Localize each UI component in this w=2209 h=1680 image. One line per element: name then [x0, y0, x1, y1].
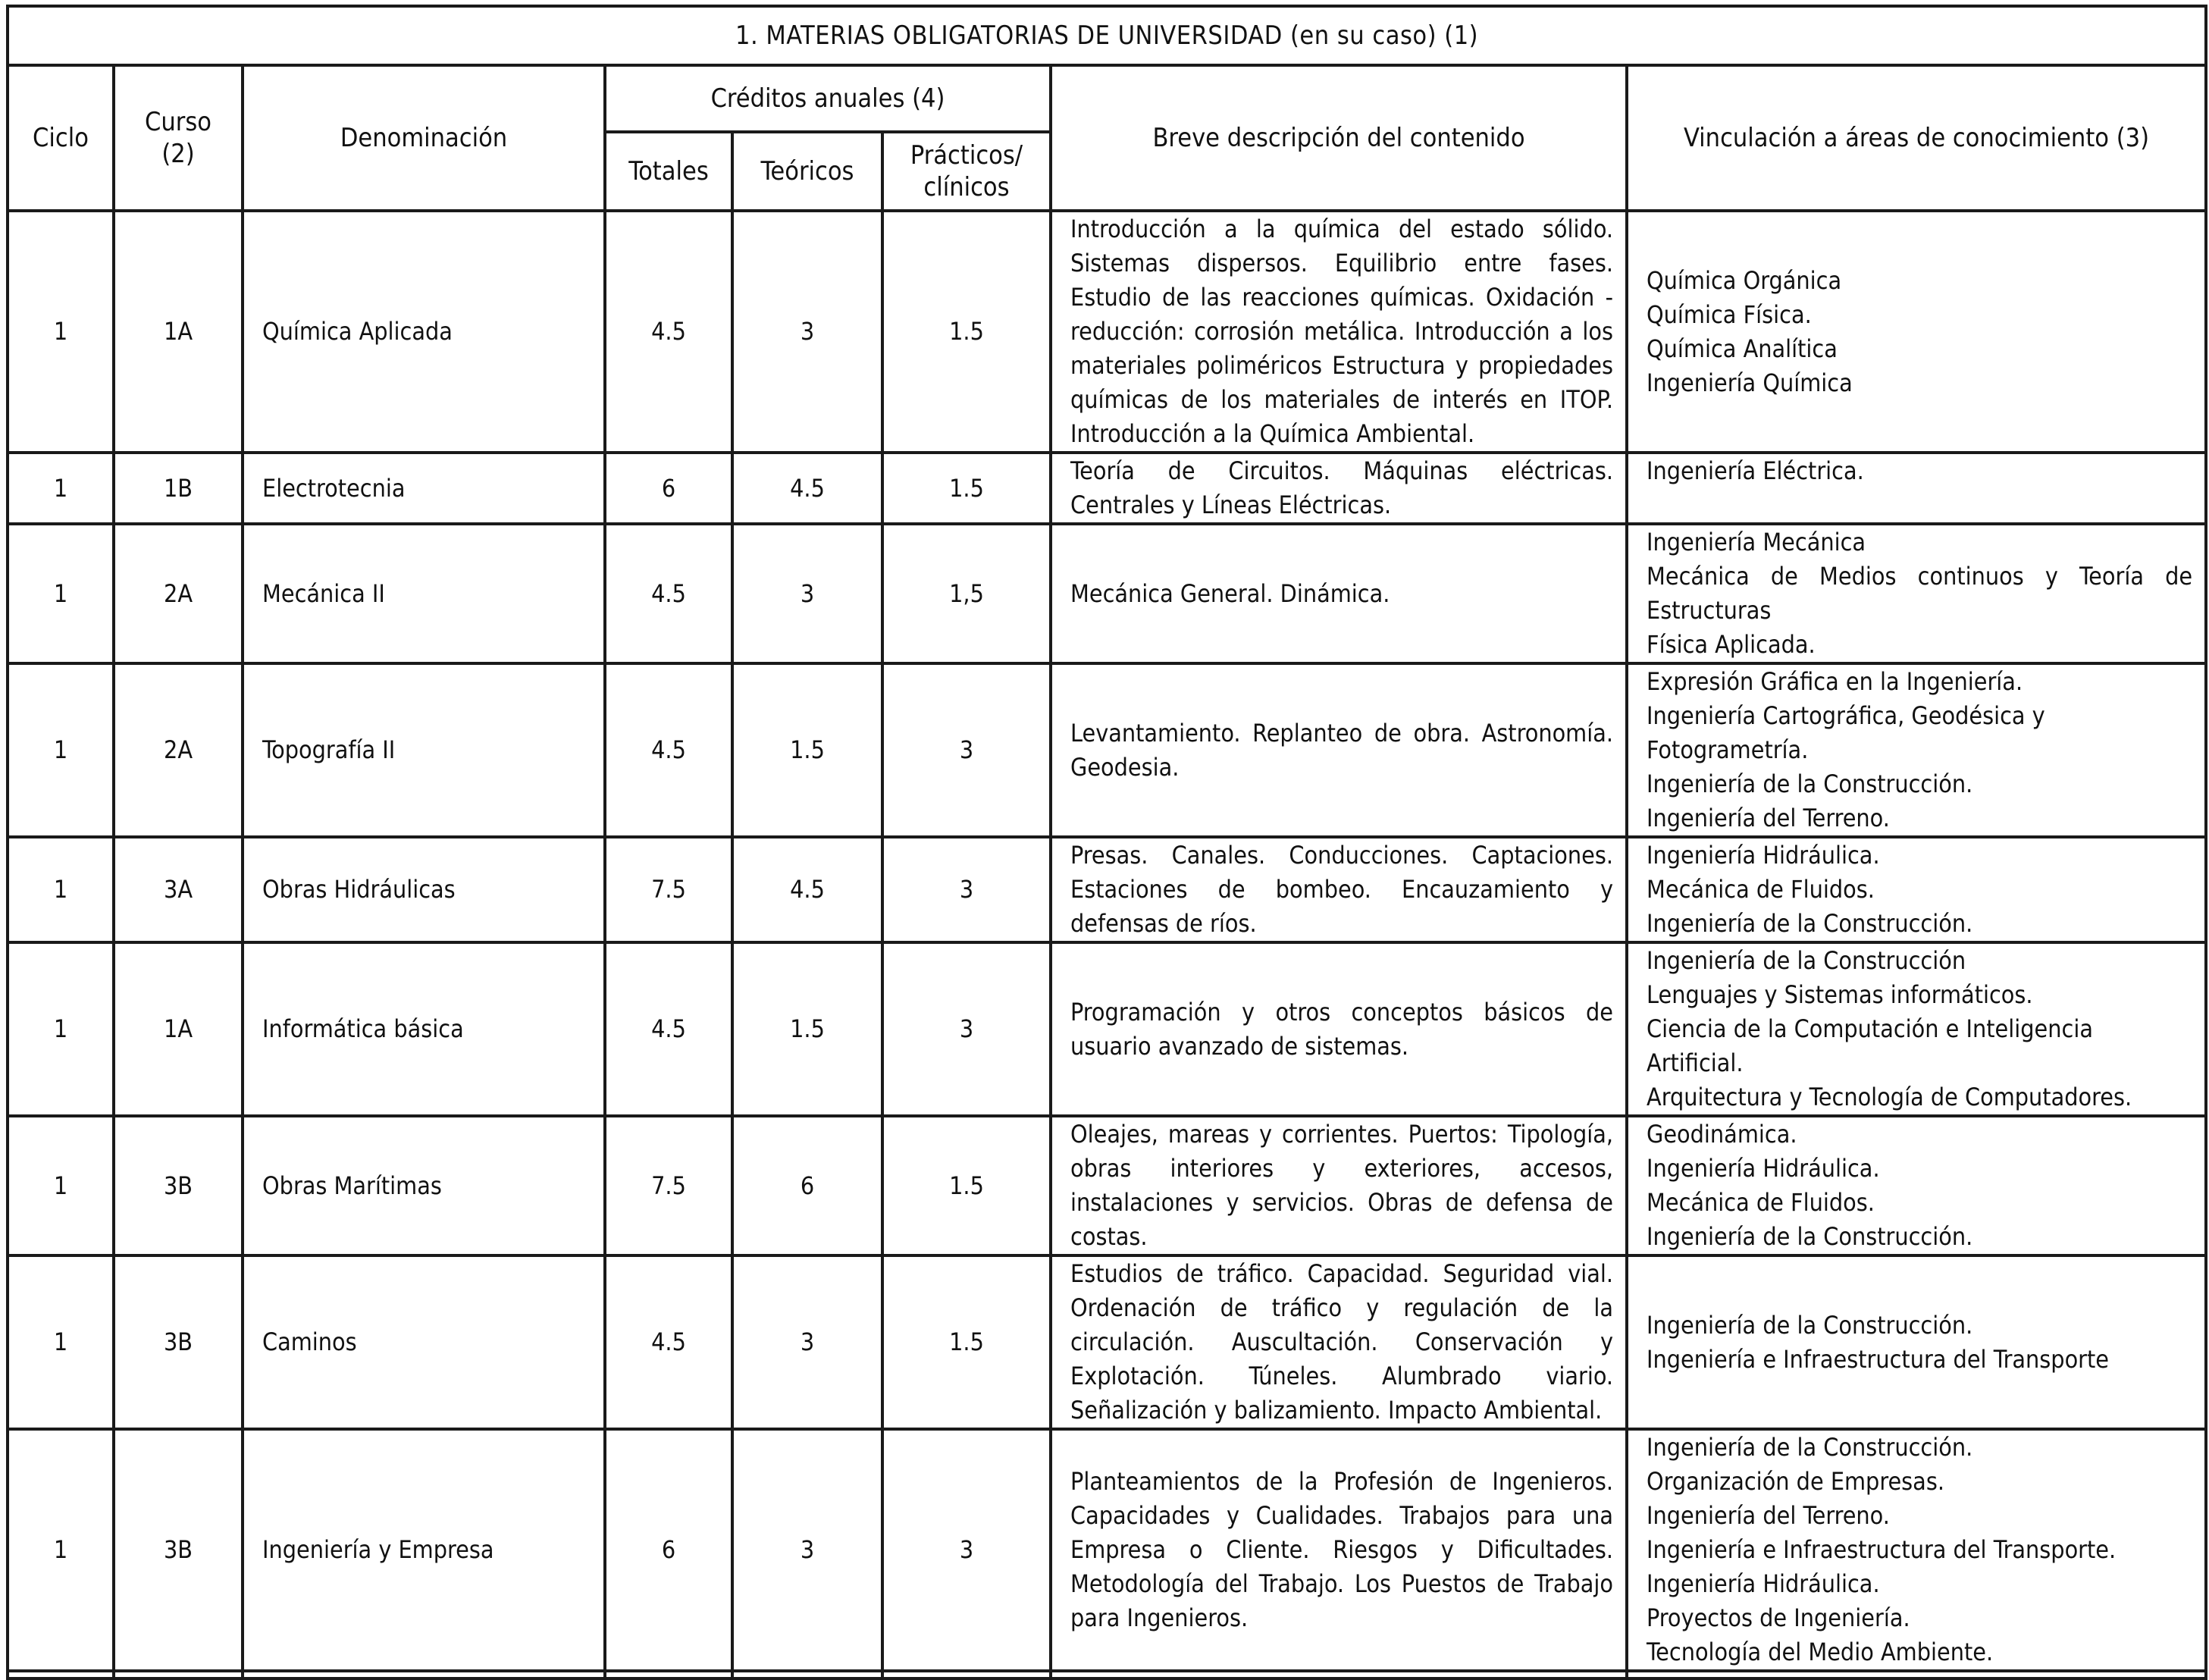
- header-descripcion: Breve descripción del contenido: [1051, 65, 1627, 211]
- header-creditos: Créditos anuales (4): [605, 65, 1051, 132]
- cell-descripcion: Mecánica General. Dinámica.: [1051, 524, 1627, 663]
- cell-curso: 2A: [114, 663, 243, 837]
- cell-teoricos: 3: [732, 1429, 882, 1671]
- cell-descripcion: Planteamientos de la Profesión de Ingenieros. Capacidades y Cualidades. Trabajos para una Empresa o Cliente. Riesgos y Dificultades. Metodología del Trabajo. Los Puestos de Trabajo para Ingenieros.: [1051, 1429, 1627, 1671]
- area-item: Física Aplicada.: [1647, 630, 1816, 659]
- cell-denominacion: Caminos: [243, 1255, 605, 1429]
- cell-descripcion: Teoría de Circuitos. Máquinas eléctricas. Centrales y Líneas Eléctricas.: [1051, 453, 1627, 524]
- empty-cell: [732, 1671, 882, 1678]
- area-item: Ingeniería de la Construcción.: [1647, 1222, 1973, 1251]
- area-item: Tecnología del Medio Ambiente.: [1647, 1638, 1994, 1666]
- area-item: Expresión Gráfica en la Ingeniería.: [1647, 667, 2023, 696]
- area-item: Ingeniería Hidráulica.: [1647, 1154, 1880, 1183]
- area-item: Ingeniería e Infraestructura del Transporte: [1647, 1344, 2109, 1374]
- header-vinculacion: Vinculación a áreas de conocimiento (3): [1627, 65, 2206, 211]
- area-item: Ingeniería Química: [1647, 368, 1853, 397]
- area-item: Geodinámica.: [1647, 1120, 1797, 1149]
- cell-curso: 3B: [114, 1429, 243, 1671]
- area-item: Química Física.: [1647, 299, 1812, 329]
- cell-denominacion: Química Aplicada: [243, 211, 605, 453]
- empty-cell: [882, 1671, 1051, 1678]
- cell-descripcion: Presas. Canales. Conducciones. Captaciones. Estaciones de bombeo. Encauzamiento y defensas de ríos.: [1051, 837, 1627, 942]
- cell-teoricos: 3: [732, 1255, 882, 1429]
- table-row: [8, 211, 2206, 453]
- cell-teoricos: 3: [732, 524, 882, 663]
- cell-curso: 3B: [114, 1116, 243, 1255]
- cell-ciclo: 1: [8, 663, 114, 837]
- cell-teoricos: 3: [732, 211, 882, 453]
- area-item: Ingeniería del Terreno.: [1647, 804, 1890, 832]
- area-item: Lenguajes y Sistemas informáticos.: [1647, 980, 2033, 1009]
- empty-cell: [1051, 1671, 1627, 1678]
- cell-denominacion: Obras Hidráulicas: [243, 837, 605, 942]
- cell-teoricos: 1.5: [732, 663, 882, 837]
- cell-areas: [1627, 211, 2206, 453]
- cell-areas: [1627, 1429, 2206, 1671]
- cell-descripcion: Levantamiento. Replanteo de obra. Astronomía. Geodesia.: [1051, 663, 1627, 837]
- cell-ciclo: 1: [8, 211, 114, 453]
- empty-cell: [8, 1671, 114, 1678]
- table-row: [8, 837, 2206, 942]
- area-item: Organización de Empresas.: [1647, 1467, 1944, 1496]
- cell-descripcion: Introducción a la química del estado sólido. Sistemas dispersos. Equilibrio entre fases. Estudio de las reacciones químicas. Oxidación - reducción: corrosión metálica. Introducción a los materiales poliméricos Estructura y propiedades químicas de los materiales de interés en ITOP. Introducción a la Química Ambiental.: [1051, 211, 1627, 453]
- table-row: [8, 453, 2206, 524]
- cell-denominacion: Mecánica II: [243, 524, 605, 663]
- cell-denominacion: Topografía II: [243, 663, 605, 837]
- cell-descripcion: Estudios de tráfico. Capacidad. Seguridad vial. Ordenación de tráfico y regulación de la circulación. Auscultación. Conservación y Explotación. Túneles. Alumbrado viario. Señalización y balizamiento. Impacto Ambiental.: [1051, 1255, 1627, 1429]
- cell-practicos: 1.5: [882, 1255, 1051, 1429]
- area-item: Química Analítica: [1647, 334, 1838, 363]
- cell-totales: 4.5: [605, 663, 732, 837]
- area-item: Química Orgánica: [1647, 265, 1842, 295]
- cell-curso: 3B: [114, 1255, 243, 1429]
- cell-totales: 4.5: [605, 211, 732, 453]
- header-ciclo: Ciclo: [8, 65, 114, 211]
- cell-totales: 6: [605, 1429, 732, 1671]
- cell-ciclo: 1: [8, 453, 114, 524]
- table-row: [8, 663, 2206, 837]
- cell-ciclo: 1: [8, 1255, 114, 1429]
- cell-totales: 6: [605, 453, 732, 524]
- cell-areas: [1627, 942, 2206, 1116]
- area-item: Ingeniería del Terreno.: [1647, 1501, 1890, 1530]
- area-item: Ingeniería de la Construcción.: [1647, 909, 1973, 938]
- area-item: Proyectos de Ingeniería.: [1647, 1603, 1910, 1632]
- cell-descripcion: Programación y otros conceptos básicos de usuario avanzado de sistemas.: [1051, 942, 1627, 1116]
- cell-denominacion: Obras Marítimas: [243, 1116, 605, 1255]
- header-denominacion: Denominación: [243, 65, 605, 211]
- cell-totales: 4.5: [605, 942, 732, 1116]
- cell-denominacion: Ingeniería y Empresa: [243, 1429, 605, 1671]
- cell-ciclo: 1: [8, 1429, 114, 1671]
- table-row: [8, 1255, 2206, 1429]
- cell-ciclo: 1: [8, 837, 114, 942]
- table-row-continuation: [8, 1671, 2206, 1678]
- area-item: Mecánica de Fluidos.: [1647, 875, 1875, 904]
- header-curso: [114, 65, 243, 211]
- header-teoricos: Teóricos: [732, 132, 882, 211]
- cell-totales: 4.5: [605, 524, 732, 663]
- empty-cell: [605, 1671, 732, 1678]
- cell-areas: [1627, 837, 2206, 942]
- table-row: [8, 1429, 2206, 1671]
- cell-practicos: 3: [882, 837, 1051, 942]
- document-page: [6, 5, 2204, 1680]
- cell-areas: [1627, 663, 2206, 837]
- area-item: Mecánica de Fluidos.: [1647, 1188, 1875, 1217]
- table-title: 1. MATERIAS OBLIGATORIAS DE UNIVERSIDAD (en su caso) (1): [8, 6, 2206, 65]
- empty-cell: [243, 1671, 605, 1678]
- area-item: Ingeniería Eléctrica.: [1647, 456, 1864, 485]
- cell-curso: 2A: [114, 524, 243, 663]
- header-totales: Totales: [605, 132, 732, 211]
- cell-practicos: 1,5: [882, 524, 1051, 663]
- cell-curso: 1B: [114, 453, 243, 524]
- area-item: Ingeniería Cartográfica, Geodésica y Fotogrametría.: [1647, 701, 2045, 764]
- cell-practicos: 1.5: [882, 211, 1051, 453]
- cell-areas: [1627, 1116, 2206, 1255]
- header-practicos-line1: Prácticos/: [910, 140, 1023, 171]
- cell-practicos: 1.5: [882, 453, 1051, 524]
- cell-practicos: 3: [882, 663, 1051, 837]
- cell-ciclo: 1: [8, 1116, 114, 1255]
- cell-curso: 3A: [114, 837, 243, 942]
- cell-areas: [1627, 1255, 2206, 1429]
- cell-teoricos: 4.5: [732, 837, 882, 942]
- cell-totales: 7.5: [605, 837, 732, 942]
- subjects-table: [6, 5, 2207, 1680]
- empty-cell: [1627, 1671, 2206, 1678]
- cell-areas: [1627, 453, 2206, 524]
- cell-curso: 1A: [114, 211, 243, 453]
- header-practicos: [882, 132, 1051, 211]
- area-item: Arquitectura y Tecnología de Computadores.: [1647, 1083, 2132, 1111]
- cell-curso: 1A: [114, 942, 243, 1116]
- empty-cell: [114, 1671, 243, 1678]
- table-row: [8, 1116, 2206, 1255]
- cell-teoricos: 6: [732, 1116, 882, 1255]
- cell-teoricos: 1.5: [732, 942, 882, 1116]
- area-item: Ingeniería Mecánica: [1647, 528, 1866, 556]
- area-item: Ciencia de la Computación e Inteligencia Artificial.: [1647, 1014, 2093, 1077]
- area-item: Ingeniería de la Construcción: [1647, 946, 1966, 975]
- area-item: Ingeniería de la Construcción.: [1647, 769, 1973, 798]
- cell-denominacion: Electrotecnia: [243, 453, 605, 524]
- cell-practicos: 3: [882, 1429, 1051, 1671]
- area-item: Mecánica de Medios continuos y Teoría de Estructuras: [1647, 562, 2193, 625]
- cell-areas: [1627, 524, 2206, 663]
- table-row: [8, 524, 2206, 663]
- area-item: Ingeniería de la Construcción.: [1647, 1433, 1973, 1462]
- header-curso-line1: Curso: [145, 107, 212, 137]
- cell-totales: 7.5: [605, 1116, 732, 1255]
- area-item: Ingeniería de la Construcción.: [1647, 1310, 1973, 1340]
- area-item: Ingeniería Hidráulica.: [1647, 1569, 1880, 1598]
- cell-teoricos: 4.5: [732, 453, 882, 524]
- cell-totales: 4.5: [605, 1255, 732, 1429]
- header-curso-line2: (2): [161, 139, 195, 169]
- header-practicos-line2: clínicos: [923, 172, 1010, 202]
- cell-practicos: 1.5: [882, 1116, 1051, 1255]
- cell-denominacion: Informática básica: [243, 942, 605, 1116]
- cell-ciclo: 1: [8, 942, 114, 1116]
- cell-descripcion: Oleajes, mareas y corrientes. Puertos: Tipología, obras interiores y exteriores, accesos, instalaciones y servicios. Obras de defensa de costas.: [1051, 1116, 1627, 1255]
- cell-ciclo: 1: [8, 524, 114, 663]
- area-item: Ingeniería e Infraestructura del Transporte.: [1647, 1535, 2117, 1564]
- area-item: Ingeniería Hidráulica.: [1647, 841, 1880, 870]
- cell-practicos: 3: [882, 942, 1051, 1116]
- table-row: [8, 942, 2206, 1116]
